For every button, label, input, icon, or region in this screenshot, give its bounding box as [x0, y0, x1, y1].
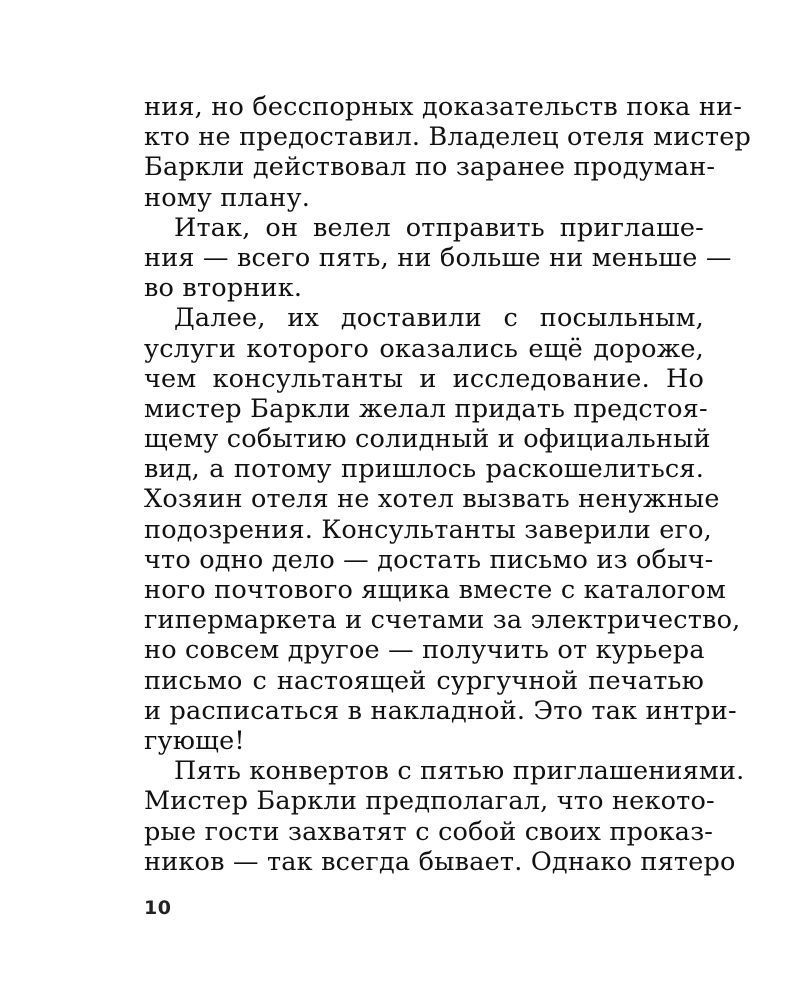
text-line: ному плану.: [144, 182, 310, 213]
text-line: мистер Баркли желал придать предстоя-: [144, 393, 708, 424]
text-line: Мистер Баркли предполагал, что некото-: [144, 786, 715, 817]
page-number: 10: [144, 897, 172, 919]
text-line: услуги которого оказались ещё дороже,: [144, 333, 704, 364]
text-line: что одно дело — достать письмо из обыч-: [144, 544, 714, 575]
text-line: ного почтового ящика вместе с каталогом: [144, 575, 726, 605]
text-line: подозрения. Консультанты заверили его,: [144, 514, 712, 545]
text-line: Пять конвертов с пятью приглашениями.: [174, 756, 745, 787]
text-line: ния — всего пять, ни больше ни меньше —: [144, 242, 732, 273]
body-text: [144, 92, 752, 877]
text-line: Баркли действовал по заранее продуман-: [144, 152, 716, 183]
text-line: щему событию солидный и официальный: [144, 424, 711, 455]
text-line: письмо с настоящей сургучной печатью: [144, 665, 704, 696]
text-line: ния, но бесспорных доказательств пока ни-: [144, 92, 743, 122]
text-line: и расписаться в накладной. Это так интри-: [144, 695, 737, 726]
text-line: гующе!: [144, 725, 245, 756]
text-line: чем консультанты и исследование. Но: [144, 363, 704, 394]
text-line: рые гости захватят с собой своих проказ-: [144, 816, 714, 847]
text-line: Хозяин отеля не хотел вызвать ненужные: [144, 484, 720, 515]
text-line: Итак, он велел отправить приглаше-: [174, 212, 704, 243]
text-line: кто не предоставил. Владелец отеля мистер: [144, 122, 752, 153]
text-line: Далее, их доставили с посыльным,: [174, 303, 704, 334]
text-line: вид, а потому пришлось раскошелиться.: [144, 454, 704, 485]
text-line: гипермаркета и счетами за электричество,: [144, 605, 741, 636]
text-line: во вторник.: [144, 273, 303, 304]
text-line: ников — так всегда бывает. Однако пятеро: [144, 846, 736, 877]
text-line: но совсем другое — получить от курьера: [144, 635, 705, 666]
